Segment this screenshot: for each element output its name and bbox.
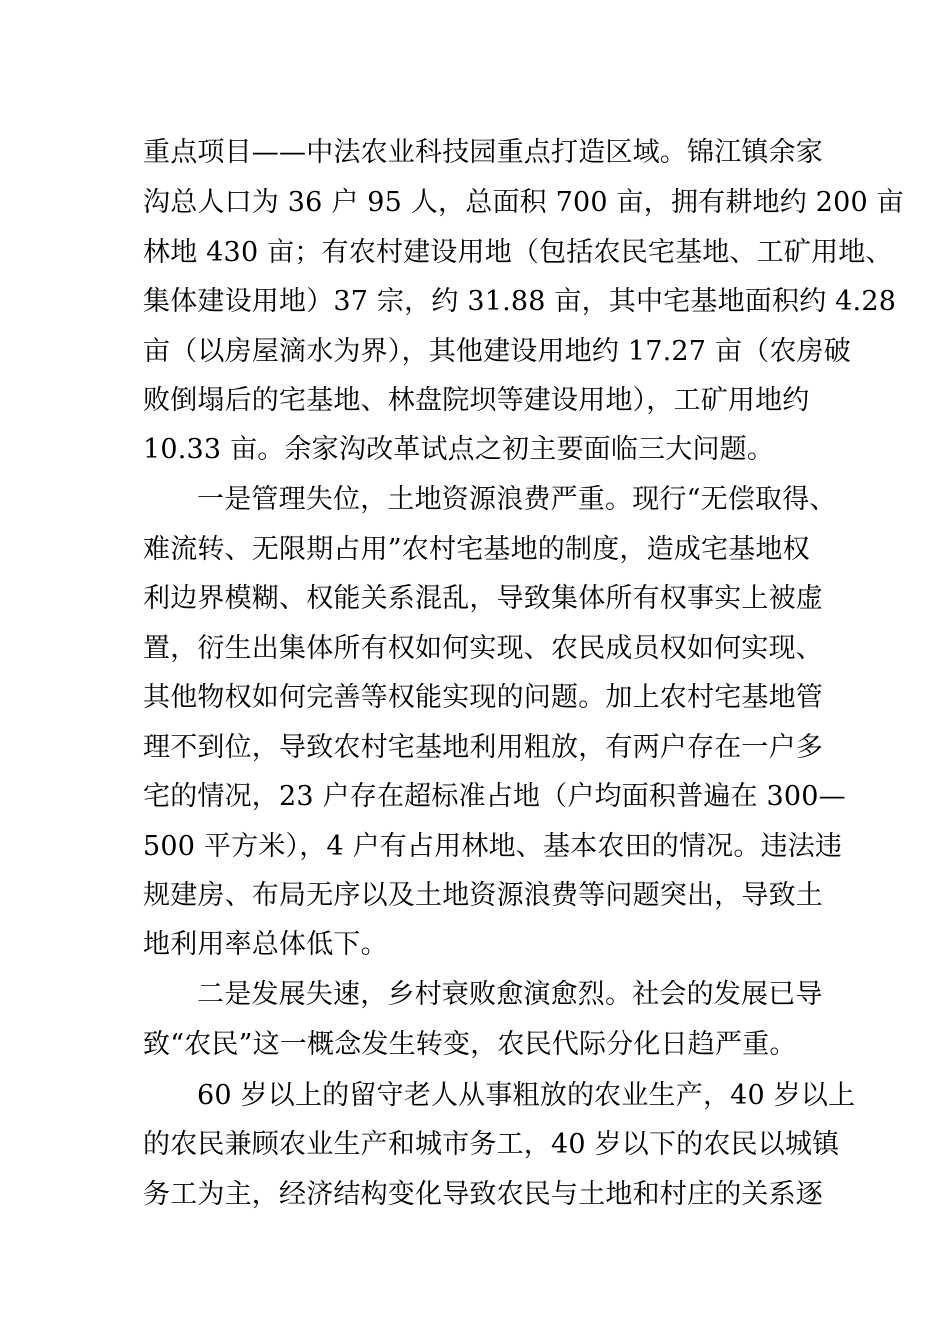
text-line-1: 重点项目——中法农业科技园重点打造区域。锦江镇余家 xyxy=(143,137,823,168)
paragraph-2-first-line: 二是发展失速，乡村衰败愈演愈烈。社会的发展已导 xyxy=(197,979,823,1010)
text-line-22: 务工为主，经济结构变化导致农民与土地和村庄的关系逐 xyxy=(143,1179,823,1210)
text-line-13: 理不到位，导致农村宅基地利用粗放，有两户存在一户多 xyxy=(143,732,823,763)
text-line-12: 其他物权如何完善等权能实现的问题。加上农村宅基地管 xyxy=(143,682,823,713)
text-line-7: 10.33 亩。余家沟改革试点之初主要面临三大问题。 xyxy=(143,434,775,465)
paragraph-3-first-line: 60 岁以上的留守老人从事粗放的农业生产，40 岁以上 xyxy=(197,1080,856,1111)
text-line-3: 林地 430 亩；有农村建设用地（包括农民宅基地、工矿用地、 xyxy=(143,237,893,268)
text-line-10: 利边界模糊、权能关系混乱，导致集体所有权事实上被虚 xyxy=(143,583,823,614)
text-line-2: 沟总人口为 36 户 95 人，总面积 700 亩，拥有耕地约 200 亩 xyxy=(143,187,904,218)
text-line-21: 的农民兼顾农业生产和城市务工，40 岁以下的农民以城镇 xyxy=(143,1129,840,1160)
text-line-6: 败倒塌后的宅基地、林盘院坝等建设用地），工矿用地约 xyxy=(143,385,810,416)
text-line-15: 500 平方米），4 户有占用林地、基本农田的情况。违法违 xyxy=(143,831,843,862)
text-line-16: 规建房、布局无序以及土地资源浪费等问题突出，导致土 xyxy=(143,880,823,911)
text-line-5: 亩（以房屋滴水为界），其他建设用地约 17.27 亩（农房破 xyxy=(143,336,851,367)
text-line-11: 置，衍生出集体所有权如何实现、农民成员权如何实现、 xyxy=(143,633,823,664)
text-line-17: 地利用率总体低下。 xyxy=(143,929,388,960)
paragraph-1-first-line: 一是管理失位，土地资源浪费严重。现行“无偿取得、 xyxy=(197,484,837,515)
text-line-4: 集体建设用地）37 宗，约 31.88 亩，其中宅基地面积约 4.28 xyxy=(143,286,897,317)
text-line-14: 宅的情况，23 户存在超标准占地（户均面积普遍在 300— xyxy=(143,781,846,812)
text-line-19: 致“农民”这一概念发生转变，农民代际分化日趋严重。 xyxy=(143,1029,797,1060)
text-line-9: 难流转、无限期占用”农村宅基地的制度，造成宅基地权 xyxy=(143,534,810,565)
